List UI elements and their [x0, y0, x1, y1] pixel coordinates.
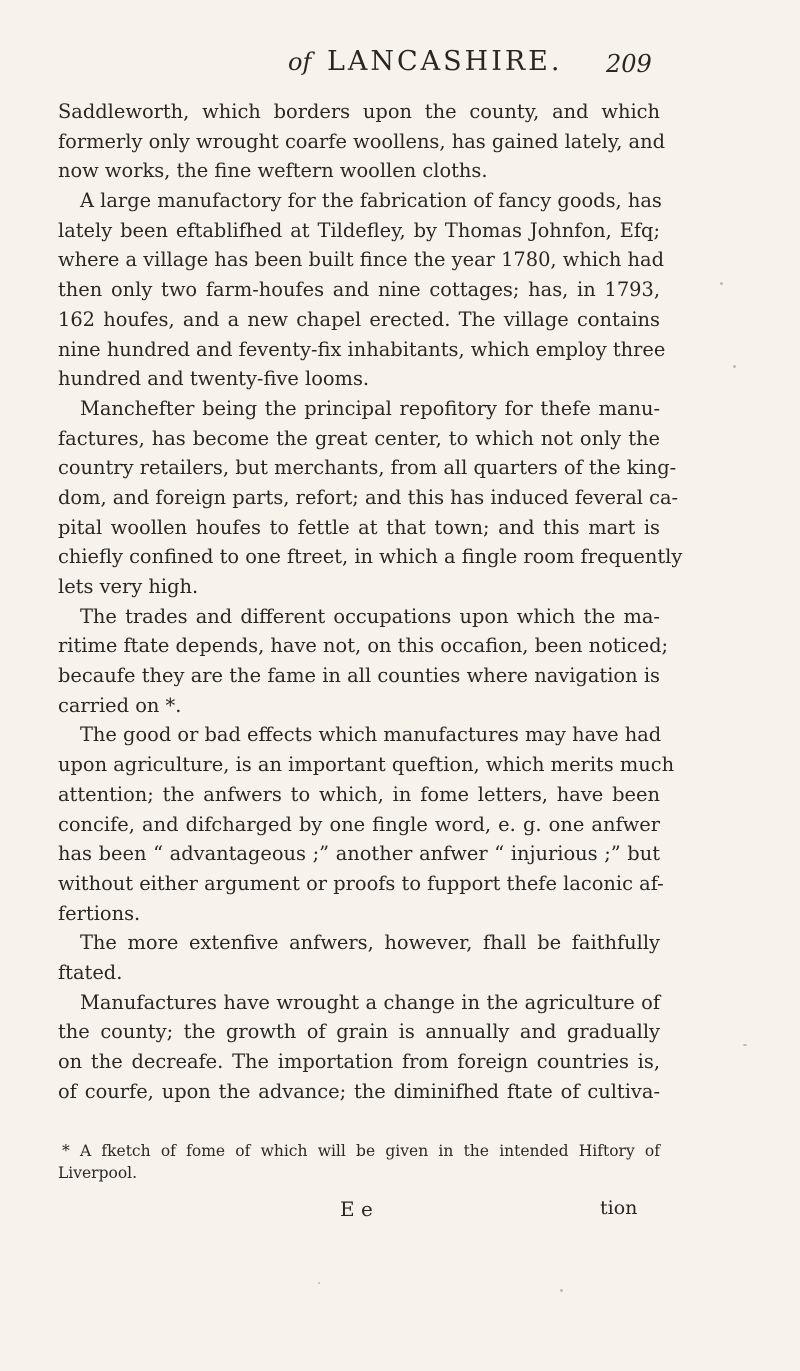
text-line: has been “ advantageous ;” another anfwer “ injurious ;” but: [58, 842, 660, 866]
text-line: The good or bad effects which manufactures may have had: [80, 723, 662, 747]
text-line: Manufactures have wrought a change in the agriculture of: [80, 990, 660, 1014]
paper-speck: [720, 282, 723, 285]
text-line: nine hundred and feventy-fix inhabitants, which employ three: [58, 337, 666, 361]
text-line: lately been eftablifhed at Tildefley, by Thomas Johnfon, Efq;: [58, 218, 660, 242]
catchword: tion: [600, 1197, 638, 1219]
running-head: [288, 46, 562, 77]
body-text: [58, 97, 683, 1106]
text-line: without either argument or proofs to fupport thefe laconic af-: [58, 871, 664, 895]
text-line: pital woollen houfes to fettle at that town; and this mart is: [58, 515, 660, 539]
text-line: formerly only wrought coarfe woollens, has gained lately, and: [58, 129, 665, 153]
footnote-line: * A fketch of fome of which will be given in the intended Hiftory of: [62, 1142, 660, 1160]
text-line: chiefly confined to one ftreet, in which a fingle room frequently: [58, 545, 683, 569]
running-head-of: of: [288, 48, 312, 76]
text-line: of courfe, upon the advance; the diminifhed ftate of cultiva-: [58, 1079, 660, 1103]
text-line: the county; the growth of grain is annually and gradually: [58, 1020, 660, 1044]
paper-speck: [733, 365, 736, 368]
text-line: hundred and twenty-five looms.: [58, 367, 370, 391]
text-line: now works, the fine weftern woollen cloths.: [58, 159, 488, 183]
paper-speck: [318, 1282, 320, 1284]
text-line: upon agriculture, is an important queftion, which merits much: [58, 753, 675, 777]
page-number: 209: [606, 50, 652, 78]
text-line: country retailers, but merchants, from all quarters of the king-: [58, 456, 677, 480]
text-line: fertions.: [58, 901, 141, 925]
text-line: Saddleworth, which borders upon the county, and which: [58, 100, 660, 123]
signature-mark: E e: [340, 1197, 373, 1221]
text-line: dom, and foreign parts, refort; and this has induced feveral ca-: [58, 485, 679, 509]
text-line: The more extenfive anfwers, however, fhall be faithfully: [80, 931, 660, 955]
paper-speck: [743, 1044, 747, 1046]
paper-speck: [560, 1289, 563, 1292]
text-line: ftated.: [58, 960, 123, 984]
footnote-line: Liverpool.: [58, 1164, 138, 1182]
text-line: The trades and different occupations upon which the ma-: [80, 604, 660, 628]
text-line: factures, has become the great center, to which not only the: [58, 426, 660, 450]
text-line: ritime ftate depends, have not, on this occafion, been noticed;: [58, 634, 669, 658]
running-head-title: LANCASHIRE.: [326, 46, 563, 77]
text-line: then only two farm-houfes and nine cottages; has, in 1793,: [58, 278, 660, 302]
text-line: lets very high.: [58, 575, 199, 598]
text-line: on the decreafe. The importation from foreign countries is,: [58, 1050, 660, 1073]
text-line: becaufe they are the fame in all counties where navigation is: [58, 664, 660, 688]
text-line: attention; the anfwers to which, in fome letters, have been: [58, 782, 660, 806]
text-line: concife, and difcharged by one fingle word, e. g. one anfwer: [58, 812, 660, 836]
page-header: [0, 46, 800, 86]
footnote: [58, 1140, 660, 1184]
text-line: A large manufactory for the fabrication of fancy goods, has: [80, 189, 662, 213]
text-line: carried on *.: [58, 693, 182, 717]
text-line: where a village has been built fince the year 1780, which had: [58, 248, 665, 272]
text-line: Manchefter being the principal repofitory for thefe manu-: [80, 396, 660, 420]
text-line: 162 houfes, and a new chapel erected. The village contains: [58, 307, 660, 331]
